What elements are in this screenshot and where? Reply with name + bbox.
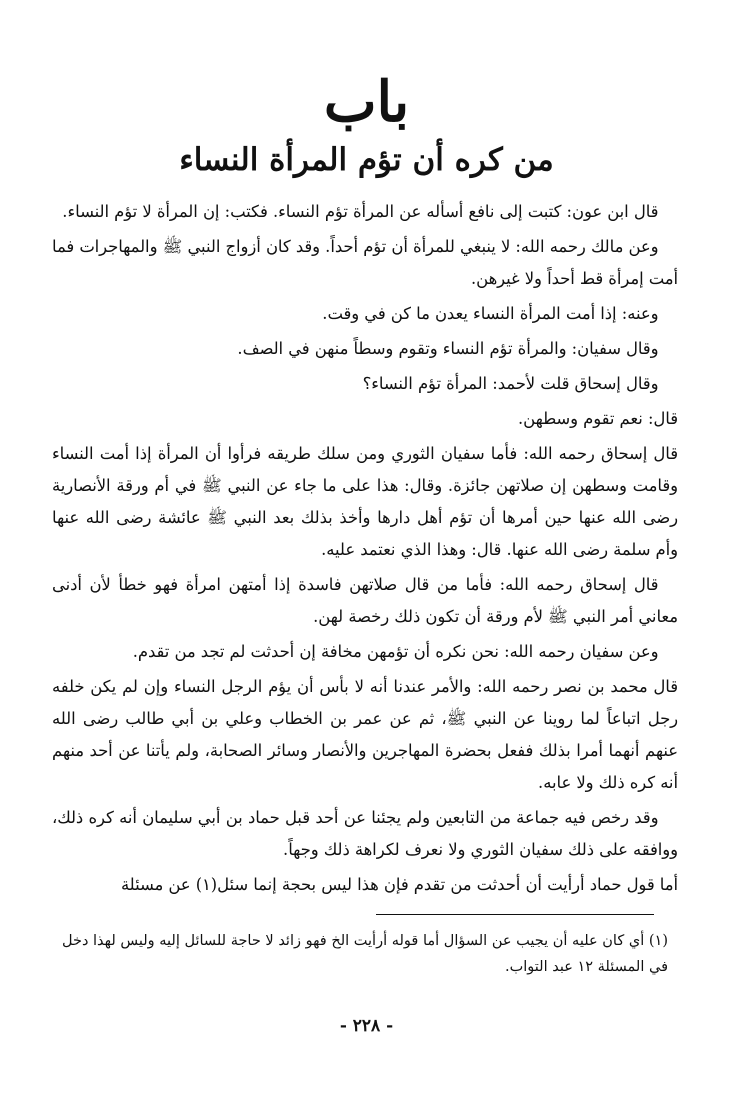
paragraph-sufyan: وقال سفيان: والمرأة تؤم النساء وتقوم وسطاً منهن في الصف.	[237, 339, 659, 358]
chapter-title: من كره أن تؤم المرأة النساء	[179, 142, 554, 178]
body-text	[52, 196, 678, 904]
page-number: - ٢٢٨ -	[339, 1016, 394, 1036]
footnote: (١) أي كان عليه أن يجيب عن السؤال أما قوله أرأيت الخ فهو زائد لا حاجة للسائل إليه وليس لهذا دخل في المسئلة ١٢ عبد التواب.	[62, 933, 668, 975]
paragraph-ishaq-1: قال إسحاق رحمه الله: فأما سفيان الثوري ومن سلك طريقه فرأوا أن المرأة إذا أمت النساء وقامت وسطهن إن صلاتهن جائزة. وقال: هذا على ما جاء عن النبي ﷺ في أم ورقة الأنصارية رضى الله عنها حين أمرها أن تؤم أهل دارها وأخذ بذلك بعد النبي ﷺ عائشة رضى الله عنها وأم سلمة رضى الله عنها. قال: وهذا الذي نعتمد عليه.	[52, 444, 678, 559]
footnote-divider	[376, 914, 654, 915]
paragraph-malik: وعن مالك رحمه الله: لا ينبغي للمرأة أن تؤم أحداً. وقد كان أزواج النبي ﷺ والمهاجرات فما أمت إمرأة قط أحداً ولا غيرهن.	[51, 237, 678, 288]
paragraph-sufyan-2: وعن سفيان رحمه الله: نحن نكره أن تؤمهن مخافة إن أحدثت لم تجد من تقدم.	[132, 642, 659, 661]
paragraph-muhammad-ibn-nasr: قال محمد بن نصر رحمه الله: والأمر عندنا أنه لا بأس أن يؤم الرجل النساء وإن لم يكن خلفه رجل اتباعاً لما روينا عن النبي ﷺ، ثم عن عمر بن الخطاب وعلي بن أبي طالب رضى الله عنهم أنهما أمرا بذلك ففعل بحضرة المهاجرين والأنصار وسائر الصحابة، ولم يأتنا عن أحد منهم أنه كره ذلك ولا عابه.	[52, 677, 678, 792]
chapter-label: باب	[323, 69, 410, 135]
paragraph-answer: قال: نعم تقوم وسطهن.	[518, 409, 678, 428]
paragraph-wa-anhu: وعنه: إذا أمت المرأة النساء يعدن ما كن في وقت.	[322, 304, 659, 323]
paragraph-ishaq-2: قال إسحاق رحمه الله: فأما من قال صلاتهن فاسدة إذا أمتهن امرأة فهو خطأ لأن أدنى معاني أمر النبي ﷺ لأم ورقة أن تكون ذلك رخصة لهن.	[52, 575, 678, 626]
paragraph-hammad: أما قول حماد أرأيت أن أحدثت من تقدم فإن هذا ليس بحجة إنما سئل(١) عن مسئلة	[120, 875, 678, 894]
paragraph-ibn-awn: قال ابن عون: كتبت إلى نافع أسأله عن المرأة تؤم النساء. فكتب: إن المرأة لا تؤم النساء.	[62, 202, 659, 221]
paragraph-tabiin: وقد رخص فيه جماعة من التابعين ولم يجئنا عن أحد قبل حماد بن أبي سليمان أنه كره ذلك، ووافقه على ذلك سفيان الثوري ولا نعرف لكراهة ذلك وجهاً.	[52, 808, 678, 859]
paragraph-ishaq-question: وقال إسحاق قلت لأحمد: المرأة تؤم النساء؟	[362, 374, 659, 393]
